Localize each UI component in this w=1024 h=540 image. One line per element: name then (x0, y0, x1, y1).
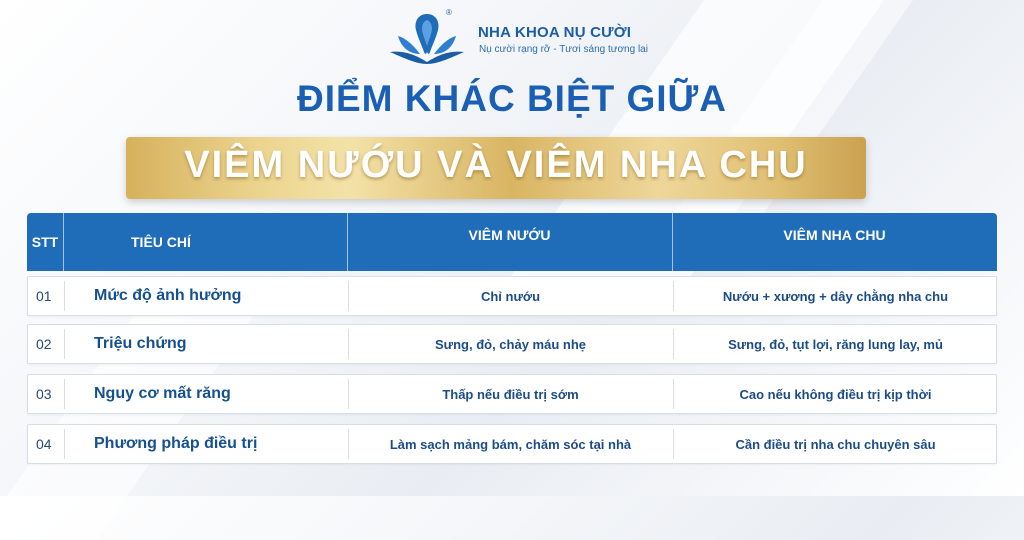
lotus-tooth-logo-icon (388, 6, 466, 66)
table-row (27, 374, 997, 414)
row-gingivitis-value: Thấp nếu điều trị sớm (442, 386, 579, 402)
row-periodontitis-value: Sưng, đỏ, tụt lợi, răng lung lay, mủ (728, 336, 943, 352)
registered-mark: ® (446, 8, 452, 17)
row-criteria: Nguy cơ mất răng (94, 385, 231, 402)
header-criteria (63, 213, 347, 271)
row-divider (64, 329, 65, 359)
title-banner (126, 137, 866, 199)
brand-tagline: Nụ cười rạng rỡ - Tươi sáng tương lai (479, 44, 648, 55)
page-title: ĐIỂM KHÁC BIỆT GIỮA (297, 78, 727, 119)
table-row (27, 424, 997, 464)
row-periodontitis-value: Cao nếu không điều trị kịp thời (739, 386, 932, 402)
page-subtitle: VIÊM NƯỚU VÀ VIÊM NHA CHU (184, 144, 808, 186)
header-periodontitis-label: VIÊM NHA CHU (783, 227, 886, 243)
table-header (27, 213, 997, 271)
row-periodontitis-value: Cần điều trị nha chu chuyên sâu (735, 436, 936, 452)
header-gingivitis (347, 213, 672, 271)
row-divider (64, 281, 65, 311)
table-row (27, 324, 997, 364)
header-stt-label: STT (31, 234, 59, 250)
header-stt (27, 213, 63, 271)
row-periodontitis-value: Nướu + xương + dây chằng nha chu (722, 288, 949, 304)
table-row (27, 276, 997, 316)
brand-name: NHA KHOA NỤ CƯỜI (478, 24, 632, 41)
header-periodontitis (672, 213, 997, 271)
row-divider (64, 379, 65, 409)
row-number: 01 (36, 288, 52, 304)
row-gingivitis-value: Làm sạch mảng bám, chăm sóc tại nhà (389, 436, 632, 452)
row-gingivitis-value: Chỉ nướu (480, 288, 541, 304)
row-divider (64, 429, 65, 459)
row-number: 04 (36, 436, 52, 452)
row-number: 03 (36, 386, 52, 402)
row-gingivitis-value: Sưng, đỏ, chảy máu nhẹ (435, 336, 586, 352)
brand-logo (388, 6, 648, 66)
row-criteria: Phương pháp điều trị (94, 435, 258, 452)
header-gingivitis-label: VIÊM NƯỚU (468, 227, 551, 243)
row-criteria: Triệu chứng (94, 335, 187, 352)
header-criteria-label: TIÊU CHÍ (131, 234, 191, 250)
row-criteria: Mức độ ảnh hưởng (94, 287, 242, 304)
row-number: 02 (36, 336, 52, 352)
